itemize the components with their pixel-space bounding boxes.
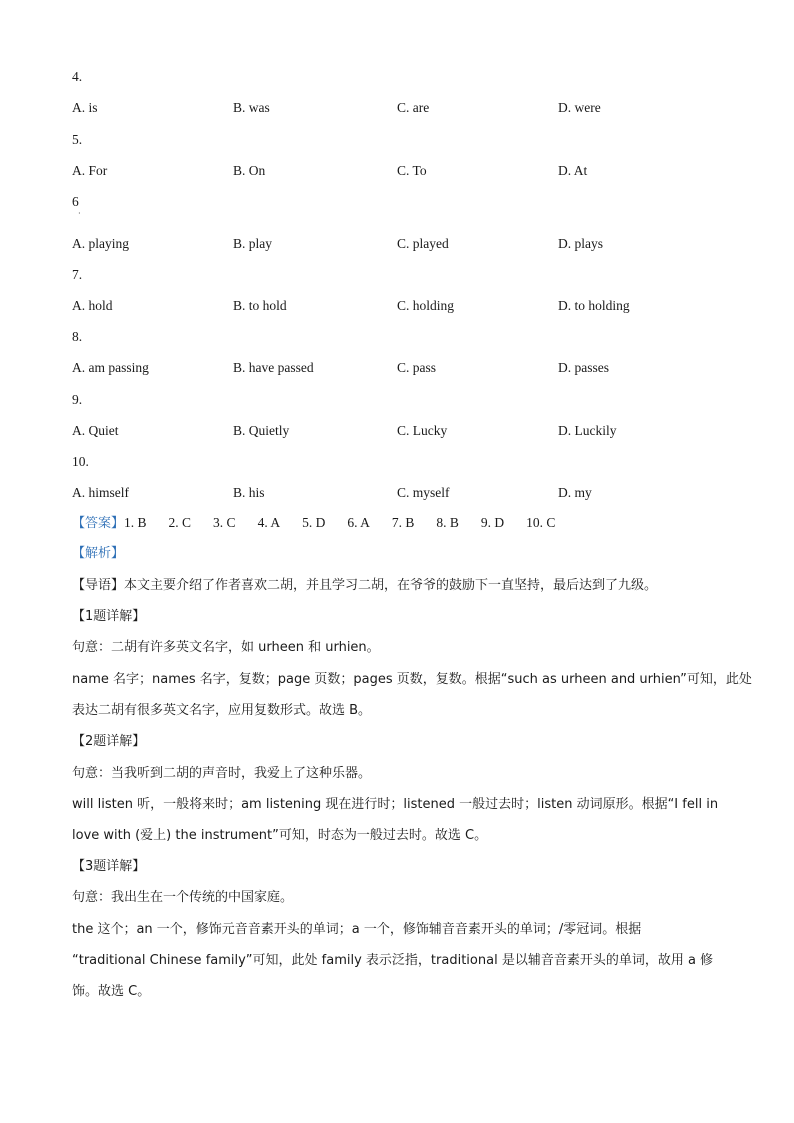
detail-line: love with (爱上) the instrument”可知，时态为一般过去时。故选 C。 <box>72 828 488 843</box>
guide-text: 本文主要介绍了作者喜欢二胡，并且学习二胡，在爷爷的鼓励下一直坚持，最后达到了九级。 <box>124 578 658 593</box>
option-d: D. At <box>558 163 588 178</box>
answer-item: 2. C <box>168 515 192 530</box>
question-number: 8. <box>72 329 83 344</box>
option-a: A. Quiet <box>72 423 119 438</box>
detail-line: 句意：二胡有许多英文名字，如 urheen 和 urhien。 <box>72 640 380 655</box>
question-number: 7. <box>72 267 83 282</box>
option-b: B. Quietly <box>233 423 290 438</box>
answer-item: 6. A <box>347 515 370 530</box>
detail-line: the 这个；an 一个，修饰元音音素开头的单词；a 一个，修饰辅音音素开头的单词；/零冠词。根据 <box>72 922 642 937</box>
question-number: 4. <box>72 69 83 84</box>
option-d: D. passes <box>558 360 609 375</box>
option-c: C. To <box>397 163 427 178</box>
detail-line: “traditional Chinese family”可知，此处 family 表示泛指，traditional 是以辅音音素开头的单词，故用 a 修 <box>72 953 714 968</box>
question-number: 10. <box>72 454 89 469</box>
option-c: C. are <box>397 100 430 115</box>
answer-item: 9. D <box>480 515 505 530</box>
guide-label: 【导语】 <box>72 578 125 593</box>
option-a: A. For <box>72 163 108 178</box>
answer-item: 8. B <box>436 515 459 530</box>
detail-line: name 名字；names 名字，复数；page 页数；pages 页数，复数。根据“such as urheen and urhien”可知，此处 <box>72 672 752 687</box>
detail-line: 饰。故选 C。 <box>72 984 151 999</box>
option-d: D. plays <box>558 236 603 251</box>
option-d: D. were <box>558 100 601 115</box>
option-c: C. holding <box>397 298 455 313</box>
detail-title: 【3题详解】 <box>72 859 146 874</box>
question-number: 9. <box>72 392 83 407</box>
option-d: D. my <box>558 485 592 500</box>
option-b: B. to hold <box>233 298 287 313</box>
option-c: C. myself <box>397 485 450 500</box>
option-a: A. hold <box>72 298 113 313</box>
option-a: A. is <box>72 100 98 115</box>
answer-item: 7. B <box>391 515 415 530</box>
option-b: B. On <box>233 163 266 178</box>
answer-item: 10. C <box>526 515 556 530</box>
stray-mark: · <box>78 209 81 218</box>
answer-item: 4. A <box>257 515 281 530</box>
option-a: A. playing <box>72 236 129 251</box>
detail-line: 句意：我出生在一个传统的中国家庭。 <box>72 890 294 905</box>
answer-key <box>72 515 577 532</box>
option-a: A. am passing <box>72 360 149 375</box>
guide-paragraph <box>72 578 657 594</box>
detail-line: 句意：当我听到二胡的声音时，我爱上了这种乐器。 <box>72 766 372 781</box>
analysis-label: 【解析】 <box>72 546 125 561</box>
question-number: 5. <box>72 132 83 147</box>
option-b: B. have passed <box>233 360 314 375</box>
option-c: C. Lucky <box>397 423 448 438</box>
question-number: 6 <box>72 194 79 209</box>
answer-item: 1. B <box>124 515 147 530</box>
detail-title: 【1题详解】 <box>72 609 146 624</box>
option-d: D. to holding <box>558 298 630 313</box>
option-b: B. play <box>233 236 272 251</box>
option-d: D. Luckily <box>558 423 617 438</box>
answer-item: 3. C <box>213 515 236 530</box>
option-c: C. played <box>397 236 449 251</box>
option-b: B. was <box>233 100 270 115</box>
detail-line: will listen 听，一般将来时；am listening 现在进行时；listened 一般过去时；listen 动词原形。根据“I fell in <box>72 797 719 812</box>
detail-title: 【2题详解】 <box>72 734 146 749</box>
detail-line: 表达二胡有很多英文名字，应用复数形式。故选 B。 <box>72 703 372 718</box>
option-c: C. pass <box>397 360 437 375</box>
answer-item: 5. D <box>302 515 326 530</box>
option-a: A. himself <box>72 485 129 500</box>
option-b: B. his <box>233 485 265 500</box>
answer-label: 【答案】 <box>72 516 125 531</box>
